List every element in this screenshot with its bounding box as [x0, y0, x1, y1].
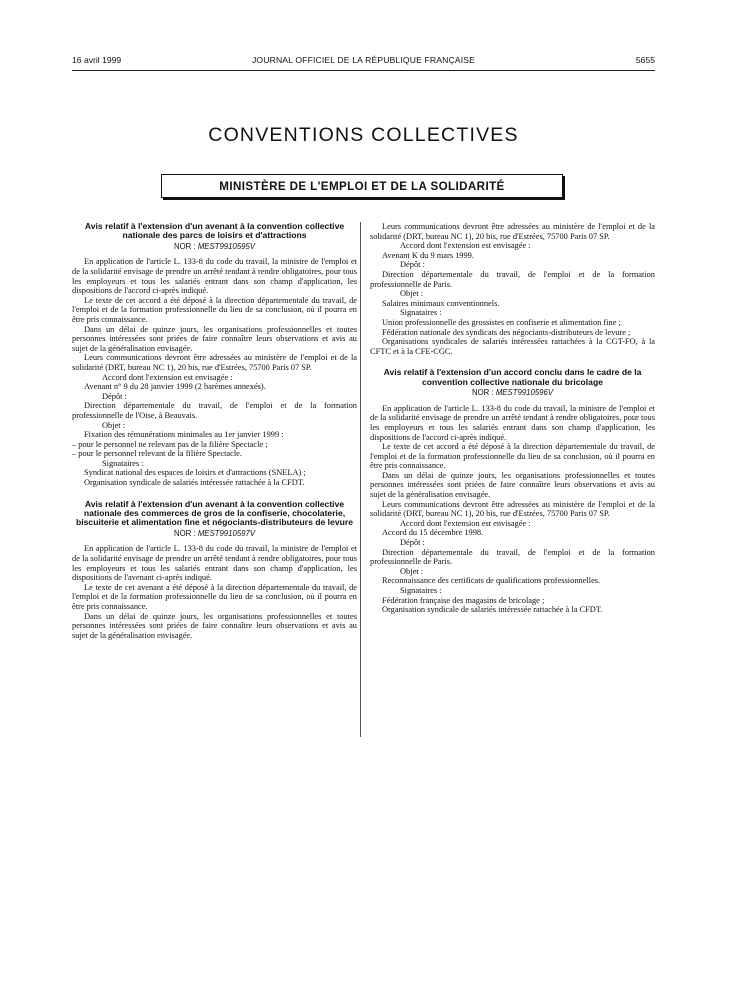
nor-reference — [72, 242, 357, 252]
paragraph: Le texte de cet accord a été déposé à la direction départementale du travail, de l'emploi et de la formation professionnelle du lieu de sa conclusion, où il pourra en être pris connaissance. — [370, 442, 655, 471]
nor-label: NOR : — [471, 388, 494, 398]
objet-line: Reconnaissance des certificats de qualifications professionnelles. — [382, 576, 601, 586]
objet-label: Objet : — [400, 566, 424, 576]
objet-line: – pour le personnel ne relevant pas de la filière Spectacle ; — [72, 439, 268, 449]
accord-value: Avenant K du 9 mars 1999. — [382, 250, 474, 260]
article-bricolage — [370, 368, 655, 614]
paragraph: En application de l'article L. 133-8 du code du travail, la ministre de l'emploi et de la solidarité envisage de prendre un arrêté tendant à rendre obligatoires, pour tous les employeurs et tous les salariés entrant dans son champ d'application, les dispositions de l'accord ci-après indiqué. — [72, 257, 357, 296]
depot-label: Dépôt : — [400, 260, 425, 270]
objet-line: Fixation des rémunérations minimales au 1er janvier 1999 : — [84, 430, 284, 440]
paragraph: Leurs communications devront être adressées au ministère de l'emploi et de la solidarité (DRT, bureau NC 1), 20 bis, rue d'Estrées, 75700 Paris 07 SP. — [370, 499, 655, 519]
signataires-label: Signataires : — [102, 458, 144, 468]
paragraph: Dans un délai de quinze jours, les organisations professionnelles et toutes personnes intéressées sont priées de faire connaître leurs observations et avis au sujet de la généralisation envisagée. — [72, 324, 357, 353]
signataire: Fédération nationale des syndicats des négociants-distributeurs de levure ; — [382, 327, 631, 337]
objet-line: – pour le personnel relevant de la filière Spectacle. — [72, 449, 242, 459]
depot-label: Dépôt : — [102, 391, 127, 401]
accord-label: Accord dont l'extension est envisagée : — [400, 241, 531, 251]
paragraph: En application de l'article L. 133-8 du code du travail, la ministre de l'emploi et de la solidarité envisage de prendre un arrêté tendant à rendre obligatoires, pour tous les employeurs et tous les salariés entrant dans son champ d'application, les dispositions de l'avenant ci-après indiqué. — [72, 544, 357, 583]
page-header — [72, 55, 655, 69]
header-rule — [72, 70, 655, 71]
article-title: Avis relatif à l'extension d'un accord conclu dans le cadre de la convention collective nationale du bricolage — [383, 367, 642, 387]
signataire: Organisations syndicales de salariés intéressées rattachées à la CGT-FO, à la CFTC et à la CFE-CGC. — [370, 337, 655, 356]
depot-label: Dépôt : — [400, 538, 425, 548]
nor-reference — [370, 388, 655, 398]
objet-label: Objet : — [102, 420, 126, 430]
paragraph: Leurs communications devront être adressées au ministère de l'emploi et de la solidarité (DRT, bureau NC 1), 20 bis, rue d'Estrées, 75700 Paris 07 SP. — [370, 222, 655, 241]
article-confiserie-continued — [370, 222, 655, 356]
accord-label: Accord dont l'extension est envisagée : — [102, 372, 233, 382]
header-page-number: 5655 — [635, 55, 655, 65]
signataire: Organisation syndicale de salariés intéressée rattachée à la CFDT. — [382, 605, 603, 615]
signataires-label: Signataires : — [400, 308, 442, 318]
article-title: Avis relatif à l'extension d'un avenant à la convention collective nationale des commerces de gros de la confiserie, chocolaterie, biscuiterie et alimentation fine et négociants-distributeurs de levure — [76, 498, 353, 528]
article-confiserie — [72, 500, 357, 641]
nor-number: MEST9910595V — [197, 241, 256, 251]
nor-number: MEST9910597V — [197, 528, 256, 538]
paragraph: Dans un délai de quinze jours, les organisations professionnelles et toutes personnes intéressées sont priées de faire connaître leurs observations et avis au sujet de la généralisation envisagée. — [72, 611, 357, 640]
paragraph: Leurs communications devront être adressées au ministère de l'emploi et de la solidarité (DRT, bureau NC 1), 20 bis, rue d'Estrées, 75700 Paris 07 SP. — [72, 353, 357, 372]
accord-label: Accord dont l'extension est envisagée : — [400, 518, 531, 528]
nor-reference — [72, 529, 357, 539]
objet-label: Objet : — [400, 289, 424, 299]
left-column — [72, 222, 357, 640]
header-journal-title: JOURNAL OFFICIEL DE LA RÉPUBLIQUE FRANÇAISE — [251, 55, 476, 65]
paragraph: En application de l'article L. 133-8 du code du travail, la ministre de l'emploi et de la solidarité envisage de prendre un arrêté tendant à rendre obligatoires, pour tous les employeurs et tous les salariés entrant dans son champ d'application, les dispositions de l'accord ci-après indiqué. — [370, 403, 655, 442]
signataire: Union professionnelle des grossistes en confiserie et alimentation fine ; — [382, 317, 621, 327]
article-parcs-loisirs — [72, 222, 357, 488]
depot-value: Direction départementale du travail, de l'emploi et de la formation professionnelle de Paris. — [370, 269, 655, 289]
signataire: Syndicat national des espaces de loisirs et d'attractions (SNELA) ; — [84, 468, 306, 478]
right-column — [370, 222, 655, 615]
accord-value: Avenant n° 9 du 28 janvier 1999 (2 barèmes annexés). — [84, 382, 266, 392]
signataire: Organisation syndicale de salariés intéressée rattachée à la CFDT. — [84, 478, 305, 488]
ministry-name: MINISTÈRE DE L'EMPLOI ET DE LA SOLIDARITÉ — [219, 179, 505, 193]
paragraph: Dans un délai de quinze jours, les organisations professionnelles et toutes personnes intéressées sont priées de faire connaître leurs observations et avis au sujet de la généralisation envisagée. — [370, 470, 655, 500]
signataires-label: Signataires : — [400, 586, 442, 595]
depot-value: Direction départementale du travail, de l'emploi et de la formation professionnelle de Paris. — [370, 547, 655, 567]
paragraph: Le texte de cet avenant a été déposé à la direction départementale du travail, de l'emploi et de la formation professionnelle du lieu de sa conclusion, où il pourra en être pris connaissance. — [72, 582, 357, 612]
nor-label: NOR : — [173, 241, 196, 251]
section-title: CONVENTIONS COLLECTIVES — [208, 124, 519, 146]
nor-label: NOR : — [173, 528, 196, 538]
paragraph: Le texte de cet accord a été déposé à la direction départementale du travail, de l'emploi et de la formation professionnelle du lieu de sa conclusion, où il pourra en être pris connaissance. — [72, 295, 357, 324]
nor-number: MEST9910596V — [495, 388, 554, 398]
accord-value: Accord du 15 décembre 1998. — [382, 528, 484, 538]
article-title: Avis relatif à l'extension d'un avenant à la convention collective nationale des parcs de loisirs et d'attractions — [84, 221, 345, 241]
header-date: 16 avril 1999 — [72, 55, 122, 65]
objet-line: Salaires minimaux conventionnels. — [382, 298, 500, 308]
ministry-heading — [161, 174, 563, 198]
signataire: Fédération française des magasins de bricolage ; — [382, 595, 545, 605]
depot-value: Direction départementale du travail, de l'emploi et de la formation professionnelle de l'Oise, à Beauvais. — [72, 401, 357, 420]
column-divider — [360, 222, 361, 737]
